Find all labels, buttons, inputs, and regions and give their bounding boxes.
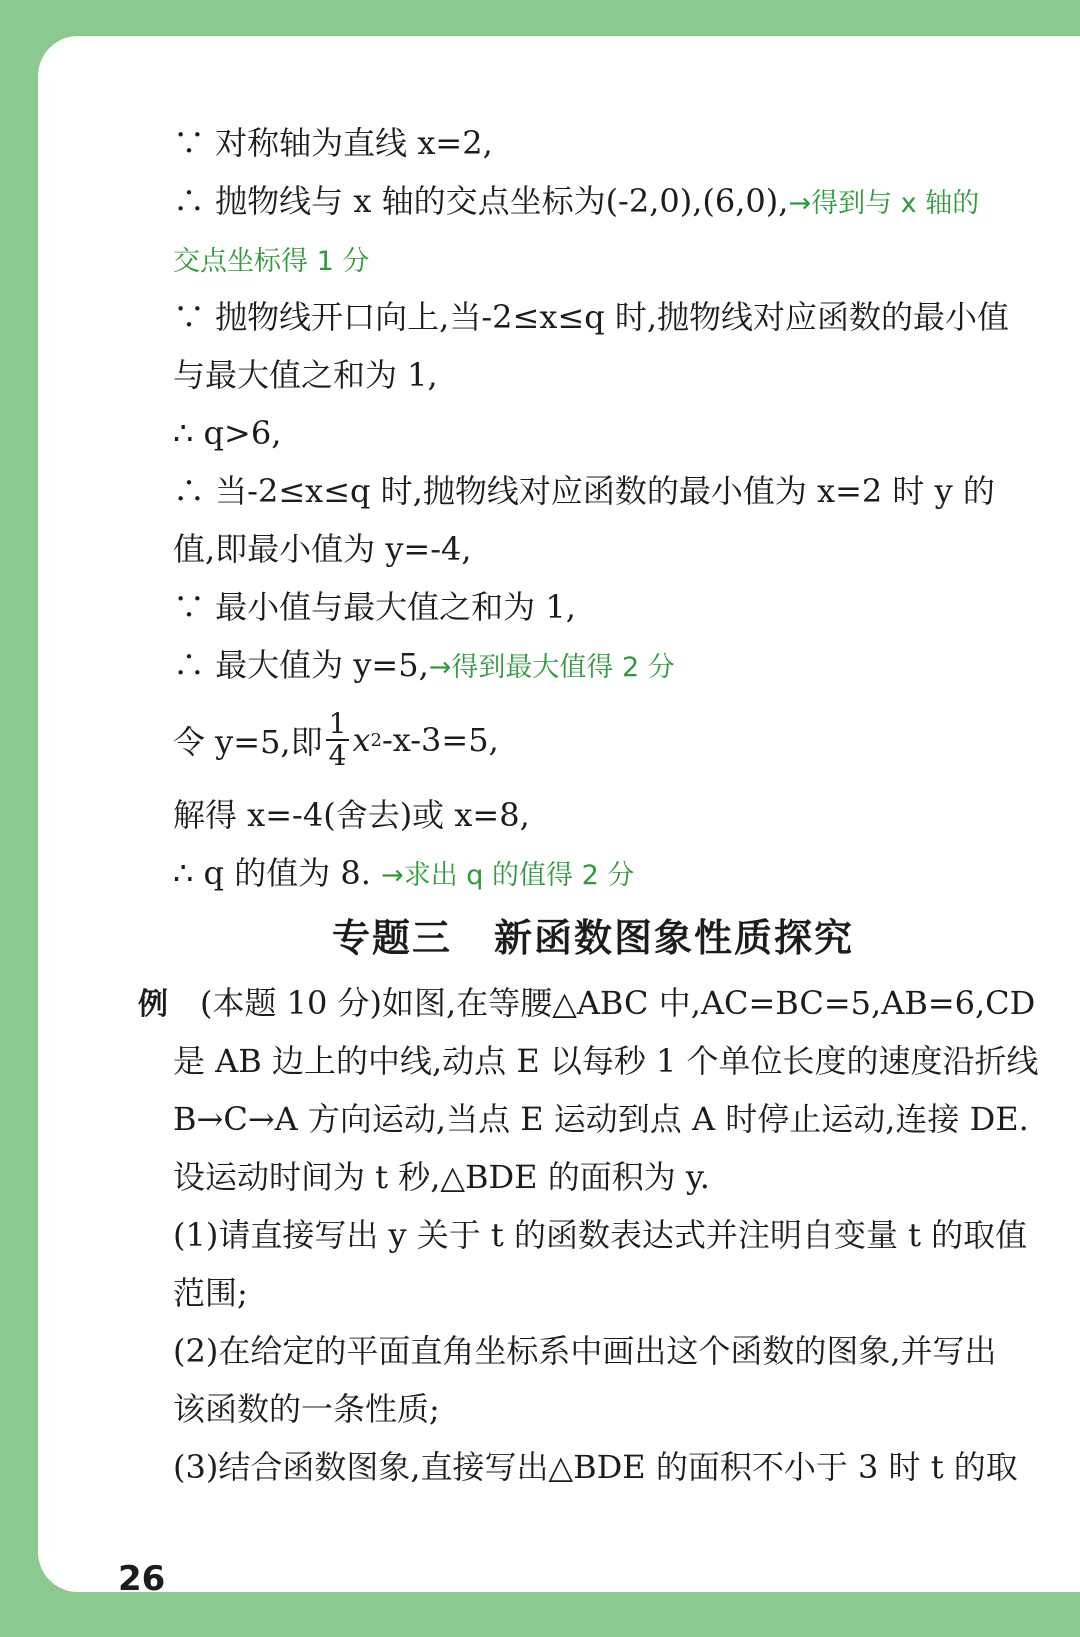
- equation-exponent: 2: [370, 729, 382, 751]
- solution-line-1: ∵ 对称轴为直线 x=2,: [173, 124, 493, 162]
- equation-variable: x: [352, 721, 371, 759]
- question-2-line-2: 该函数的一条性质;: [173, 1390, 440, 1428]
- solution-line-3: [138, 230, 1028, 288]
- solution-line-2: [138, 172, 1028, 230]
- score-note-1b: 交点坐标得 1 分: [173, 246, 370, 277]
- section-title-topic: 新函数图象性质探究: [494, 916, 855, 960]
- example-text-1: (本题 10 分)如图,在等腰△ABC 中,AC=BC=5,AB=6,CD: [200, 984, 1036, 1022]
- equation-prefix: 令 y=5,即: [173, 723, 323, 761]
- score-note-3: →求出 q 的值得 2 分: [381, 860, 635, 891]
- score-note-2: →得到最大值得 2 分: [428, 652, 675, 683]
- solution-line-5: 与最大值之和为 1,: [173, 356, 438, 394]
- example-line-4: 设运动时间为 t 秒,△BDE 的面积为 y.: [173, 1158, 710, 1196]
- solution-line-10: [138, 636, 1028, 694]
- question-1-line-1: (1)请直接写出 y 关于 t 的函数表达式并注明自变量 t 的取值: [173, 1216, 1028, 1254]
- example-line-1: [138, 974, 1036, 1032]
- section-title: [158, 902, 1028, 974]
- solution-line-13: [138, 844, 1028, 902]
- solution-line-6: ∴ q>6,: [173, 414, 282, 452]
- question-3-line-1: (3)结合函数图象,直接写出△BDE 的面积不小于 3 时 t 的取: [173, 1448, 1018, 1486]
- page-content: [138, 114, 1039, 1496]
- fraction-numerator: 1: [326, 709, 350, 741]
- question-2-line-1: (2)在给定的平面直角坐标系中画出这个函数的图象,并写出: [173, 1332, 997, 1370]
- solution-line-10-text: ∴ 最大值为 y=5,: [173, 646, 429, 684]
- solution-line-9: ∵ 最小值与最大值之和为 1,: [173, 588, 576, 626]
- page-sheet: [38, 36, 1080, 1599]
- example-label: 例: [138, 987, 168, 1022]
- example-line-2: 是 AB 边上的中线,动点 E 以每秒 1 个单位长度的速度沿折线: [173, 1042, 1039, 1080]
- equation-suffix: -x-3=5,: [381, 721, 499, 759]
- question-1-line-2: 范围;: [173, 1274, 248, 1312]
- solution-line-2-text: ∴ 抛物线与 x 轴的交点坐标为(-2,0),(6,0),: [173, 182, 789, 220]
- score-note-1a: →得到与 x 轴的: [788, 188, 980, 219]
- fraction-one-quarter: [326, 709, 350, 771]
- solution-line-13-text: ∴ q 的值为 8.: [173, 854, 371, 892]
- solution-line-12: 解得 x=-4(舍去)或 x=8,: [173, 796, 530, 834]
- solution-line-8: 值,即最小值为 y=-4,: [173, 530, 472, 568]
- solution-line-7: ∴ 当-2≤x≤q 时,抛物线对应函数的最小值为 x=2 时 y 的: [173, 472, 995, 510]
- example-line-3: B→C→A 方向运动,当点 E 运动到点 A 时停止运动,连接 DE.: [173, 1100, 1029, 1138]
- fraction-denominator: 4: [328, 739, 347, 772]
- solution-line-4: ∵ 抛物线开口向上,当-2≤x≤q 时,抛物线对应函数的最小值: [173, 298, 1010, 336]
- solution-line-11: [138, 694, 1028, 786]
- section-title-number: 专题三: [331, 916, 452, 960]
- page-number: 26: [118, 1559, 166, 1599]
